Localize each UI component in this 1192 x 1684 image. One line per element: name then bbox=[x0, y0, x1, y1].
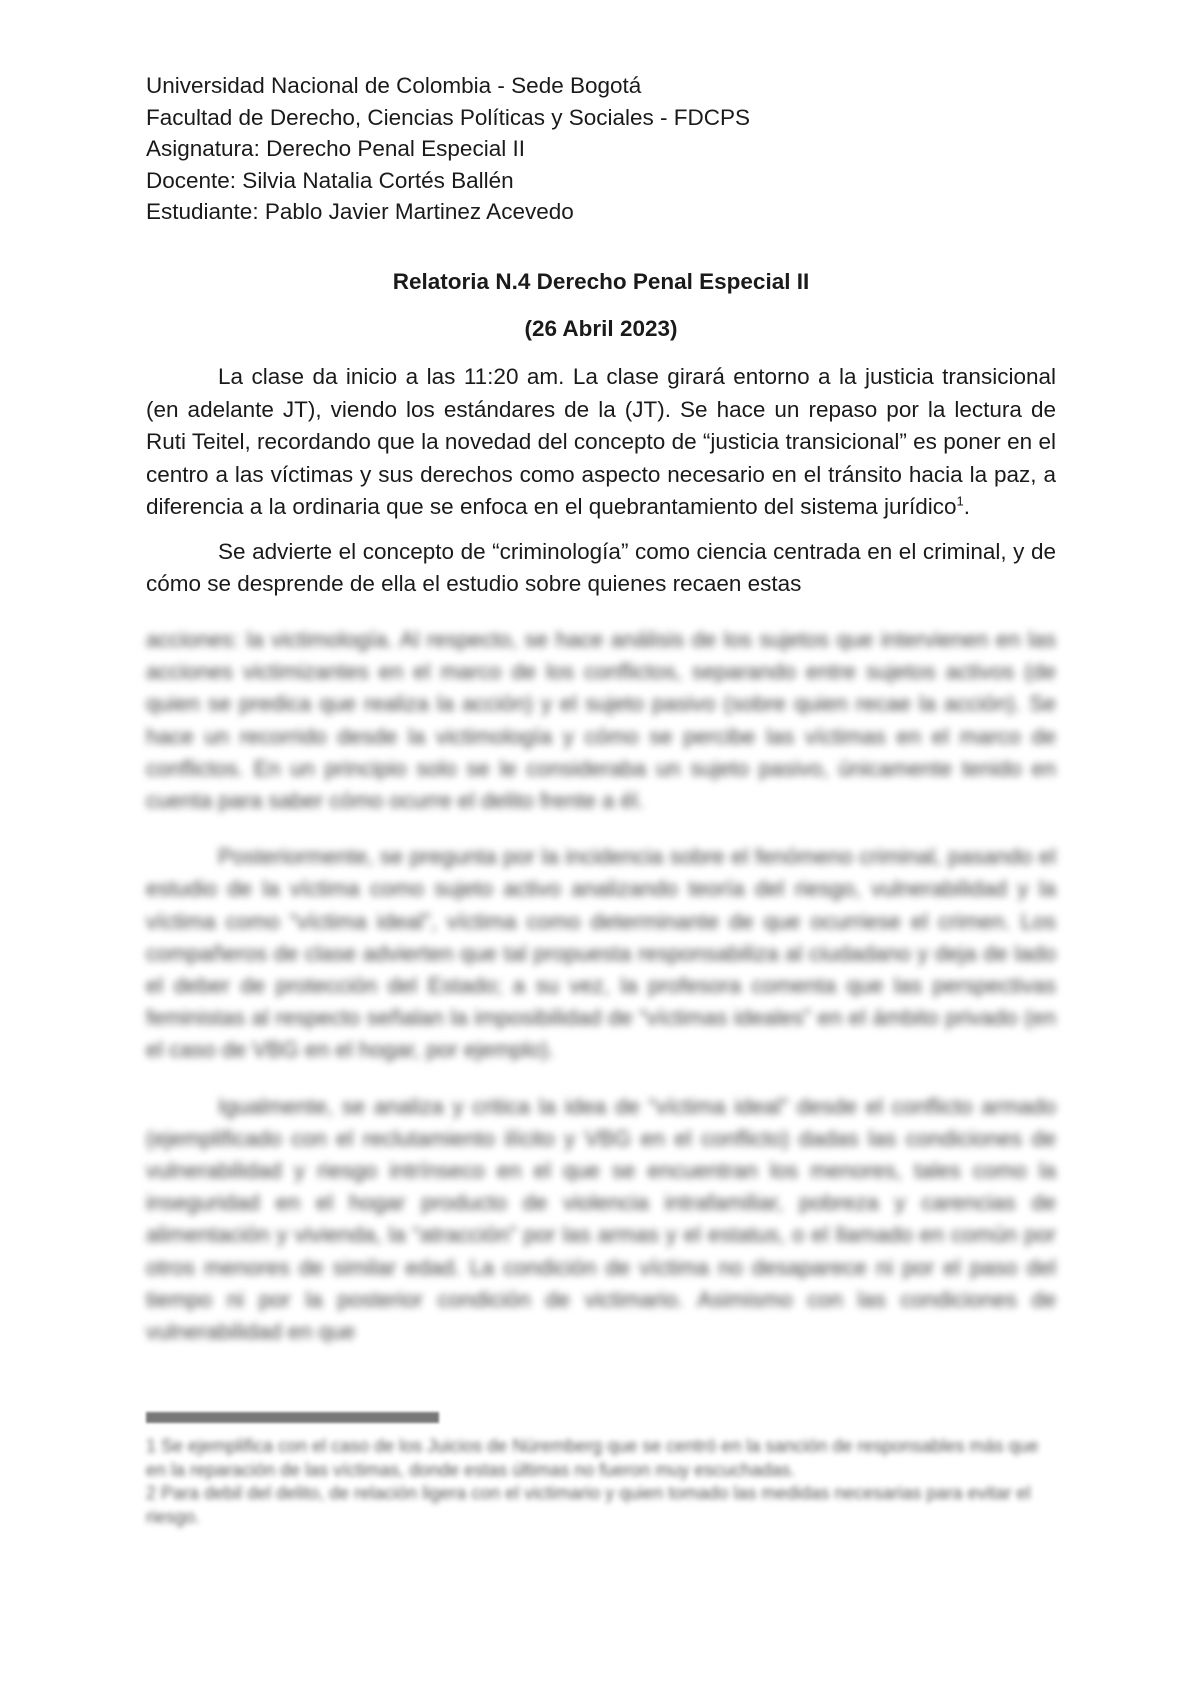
subject-line: Asignatura: Derecho Penal Especial II bbox=[146, 136, 525, 161]
faculty-line: Facultad de Derecho, Ciencias Políticas y Sociales - FDCPS bbox=[146, 104, 750, 130]
document-title: Relatoria N.4 Derecho Penal Especial II bbox=[392, 269, 810, 294]
paragraph-1-end: . bbox=[963, 494, 970, 519]
paragraph-3-blurred: Posteriormente, se pregunta por la incidencia sobre el fenómeno criminal, pasando el estudio de la víctima como sujeto activo analizando teoría del riesgo, vulnerabilidad y la víctima como “víctima ideal”, víctima como determinante de que ocurriese el crimen. Los compañeros de clase advierten que tal propuesta responsabiliza al ciudadano y deja de lado el deber de protección del Estado; a su vez, la profesora comenta que las perspectivas feministas al respecto señalan la imposibilidad de “víctimas ideales” en el ámbito privado (en el caso de VBG en el hogar, por ejemplo). bbox=[146, 844, 1056, 1063]
footnote-separator bbox=[146, 1412, 439, 1423]
paragraph-1-text: La clase da inicio a las 11:20 am. La clase girará entorno a la justicia transicional (en adelante JT), viendo los estándares de la (JT). Se hace un repaso por la lectura de Ruti Teitel, recordando que la novedad del concepto de “justicia transicional” es poner en el centro a las víctimas y sus derechos como aspecto necesario en el tránsito hacia la paz, a diferencia a la ordinaria que se enfoca en el quebrantamiento del sistema jurídico bbox=[146, 364, 1056, 519]
paragraph-2-visible: Se advierte el concepto de “criminología” como ciencia centrada en el criminal, y de cómo se desprende de ella el estudio sobre quienes recaen estas bbox=[146, 538, 1056, 596]
paragraph-1 bbox=[146, 361, 1056, 524]
footnotes bbox=[146, 1435, 1046, 1529]
paragraph-4-blurred: Igualmente, se analiza y critica la idea de “víctima ideal” desde el conflicto armado (ejemplificado con el reclutamiento ilícito y VBG en el conflicto) dadas las condiciones de vulnerabilidad y riesgo intrínseco en el que se encuentran los menores, tales como la inseguridad en el hogar producto de violencia intrafamiliar, pobreza y carencias de alimentación y vivienda, la “atracción” por las armas y el estatus, o el llamado en común por otros menores de similar edad. La condición de víctima no desaparece ni por el paso del tiempo ni por la posterior condición de victimario. Asimismo con las condiciones de vulnerabilidad en que bbox=[146, 1093, 1056, 1345]
document-header bbox=[146, 70, 1046, 228]
document-body bbox=[146, 361, 1056, 613]
paragraph-2-blurred: acciones: la victimología. Al respecto, se hace análisis de los sujetos que intervienen en las acciones victimizantes en el marco de los conflictos, separando entre sujetos activos (de quien se predica que realiza la acción) y el sujeto pasivo (sobre quien recae la acción). Se hace un recorrido desde la victimología y cómo se percibe las víctimas en el marco de conflictos. En un principio solo se le consideraba un sujeto pasivo, únicamente tenido en cuenta para saber cómo ocurre el delito frente a él. bbox=[146, 627, 1056, 814]
footnote-1: 1 Se ejemplifica con el caso de los Juicios de Núremberg que se centró en la sanción de responsables más que en la reparación de las víctimas, donde estas últimas no fueron muy escuchadas. bbox=[146, 1436, 1039, 1480]
footnote-2: 2 Para debil del delito, de relación ligera con el victimario y quien tomado las medidas necesarias para evitar el riesgo. bbox=[146, 1483, 1031, 1527]
teacher-line: Docente: Silvia Natalia Cortés Ballén bbox=[146, 167, 514, 193]
blurred-content bbox=[146, 624, 1056, 1414]
student-line: Estudiante: Pablo Javier Martinez Acevedo bbox=[146, 199, 574, 224]
footnote-ref-1: 1 bbox=[956, 493, 964, 509]
university-line: Universidad Nacional de Colombia - Sede Bogotá bbox=[146, 73, 642, 98]
document-date: (26 Abril 2023) bbox=[524, 316, 678, 341]
